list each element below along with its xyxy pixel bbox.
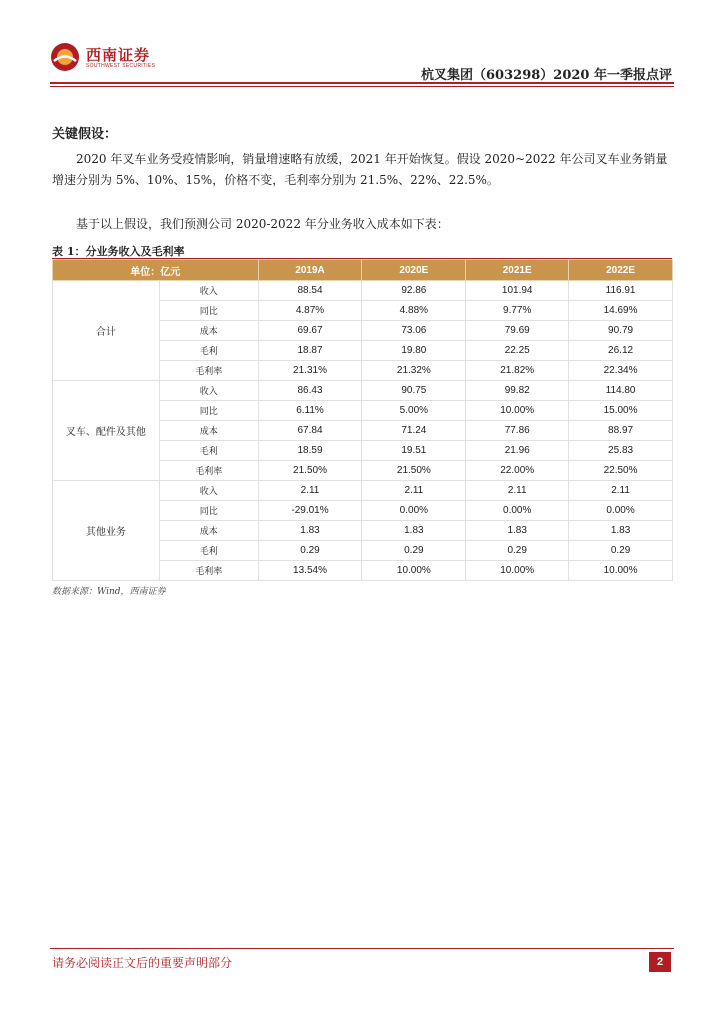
value-cell: 2.11 [569, 481, 673, 501]
header-divider-thin [50, 86, 674, 87]
forecast-intro-paragraph: 基于以上假设，我们预测公司 2020-2022 年分业务收入成本如下表： [76, 217, 449, 231]
value-cell: 26.12 [569, 341, 673, 361]
value-cell: 73.06 [362, 321, 466, 341]
value-cell: 21.32% [362, 361, 466, 381]
section-heading: 关键假设： [52, 127, 118, 142]
value-cell: 2.11 [258, 481, 362, 501]
assumption-paragraph: 2020 年叉车业务受疫情影响，销量增速略有放缓，2021 年开始恢复。假设 2020~2022 年公司叉车业务销量增速分别为 5%、10%、15%，价格不变，毛利率分别为 21.5%、22%、22.5%。 [52, 152, 668, 187]
value-cell: 19.51 [362, 441, 466, 461]
value-cell: 101.94 [466, 281, 569, 301]
brand-name: 西南证券 [86, 46, 151, 64]
value-cell: 21.31% [258, 361, 362, 381]
value-cell: 10.00% [466, 561, 569, 581]
value-cell: 0.00% [466, 501, 569, 521]
metric-label: 成本 [159, 321, 258, 341]
value-cell: 1.83 [466, 521, 569, 541]
value-cell: 90.75 [362, 381, 466, 401]
value-cell: 99.82 [466, 381, 569, 401]
value-cell: 88.54 [258, 281, 362, 301]
year-header: 2022E [569, 260, 673, 281]
value-cell: 0.00% [569, 501, 673, 521]
metric-label: 成本 [159, 521, 258, 541]
value-cell: 21.50% [362, 461, 466, 481]
value-cell: 77.86 [466, 421, 569, 441]
metric-label: 毛利 [159, 541, 258, 561]
value-cell: 69.67 [258, 321, 362, 341]
value-cell: -29.01% [258, 501, 362, 521]
table-title: 表 1：分业务收入及毛利率 [52, 245, 185, 258]
value-cell: 92.86 [362, 281, 466, 301]
metric-label: 收入 [159, 381, 258, 401]
header-divider [50, 82, 674, 84]
value-cell: 2.11 [362, 481, 466, 501]
year-header: 2021E [466, 260, 569, 281]
metric-label: 同比 [159, 401, 258, 421]
metric-label: 毛利 [159, 341, 258, 361]
value-cell: 14.69% [569, 301, 673, 321]
value-cell: 25.83 [569, 441, 673, 461]
value-cell: 22.25 [466, 341, 569, 361]
value-cell: 22.34% [569, 361, 673, 381]
value-cell: 4.87% [258, 301, 362, 321]
year-header: 2019A [258, 260, 362, 281]
value-cell: 116.91 [569, 281, 673, 301]
segment-label: 其他业务 [53, 481, 160, 581]
metric-label: 毛利率 [159, 561, 258, 581]
value-cell: 79.69 [466, 321, 569, 341]
metric-label: 收入 [159, 281, 258, 301]
value-cell: 1.83 [569, 521, 673, 541]
value-cell: 18.87 [258, 341, 362, 361]
value-cell: 86.43 [258, 381, 362, 401]
value-cell: 15.00% [569, 401, 673, 421]
value-cell: 6.11% [258, 401, 362, 421]
value-cell: 1.83 [362, 521, 466, 541]
value-cell: 0.29 [466, 541, 569, 561]
report-title: 杭叉集团（603298）2020 年一季报点评 [421, 68, 672, 83]
metric-label: 同比 [159, 501, 258, 521]
brand-logo [50, 40, 180, 76]
metric-label: 毛利率 [159, 461, 258, 481]
metric-label: 同比 [159, 301, 258, 321]
value-cell: 114.80 [569, 381, 673, 401]
value-cell: 0.29 [569, 541, 673, 561]
value-cell: 21.50% [258, 461, 362, 481]
value-cell: 1.83 [258, 521, 362, 541]
value-cell: 10.00% [466, 401, 569, 421]
table-row [53, 281, 673, 301]
value-cell: 90.79 [569, 321, 673, 341]
value-cell: 0.29 [362, 541, 466, 561]
value-cell: 21.96 [466, 441, 569, 461]
page-number: 2 [649, 952, 671, 972]
value-cell: 13.54% [258, 561, 362, 581]
value-cell: 88.97 [569, 421, 673, 441]
table-header-row [53, 260, 673, 281]
value-cell: 19.80 [362, 341, 466, 361]
brand-emblem-icon [50, 42, 80, 72]
value-cell: 18.59 [258, 441, 362, 461]
metric-label: 收入 [159, 481, 258, 501]
segment-label: 叉车、配件及其他 [53, 381, 160, 481]
value-cell: 22.50% [569, 461, 673, 481]
value-cell: 10.00% [569, 561, 673, 581]
value-cell: 4.88% [362, 301, 466, 321]
value-cell: 21.82% [466, 361, 569, 381]
value-cell: 67.84 [258, 421, 362, 441]
value-cell: 9.77% [466, 301, 569, 321]
brand-subtitle: SOUTHWEST SECURITIES [86, 63, 156, 69]
table-row [53, 381, 673, 401]
segment-label: 合计 [53, 281, 160, 381]
disclaimer-note: 请务必阅读正文后的重要声明部分 [52, 956, 233, 970]
metric-label: 成本 [159, 421, 258, 441]
value-cell: 10.00% [362, 561, 466, 581]
revenue-margin-table [52, 259, 673, 581]
value-cell: 2.11 [466, 481, 569, 501]
metric-label: 毛利率 [159, 361, 258, 381]
value-cell: 0.29 [258, 541, 362, 561]
metric-label: 毛利 [159, 441, 258, 461]
value-cell: 0.00% [362, 501, 466, 521]
year-header: 2020E [362, 260, 466, 281]
value-cell: 5.00% [362, 401, 466, 421]
data-source-note: 数据来源：Wind，西南证券 [52, 587, 166, 597]
table-row [53, 481, 673, 501]
footer-divider [50, 948, 674, 949]
table-body [53, 281, 673, 581]
unit-header: 单位：亿元 [53, 260, 259, 281]
value-cell: 71.24 [362, 421, 466, 441]
value-cell: 22.00% [466, 461, 569, 481]
